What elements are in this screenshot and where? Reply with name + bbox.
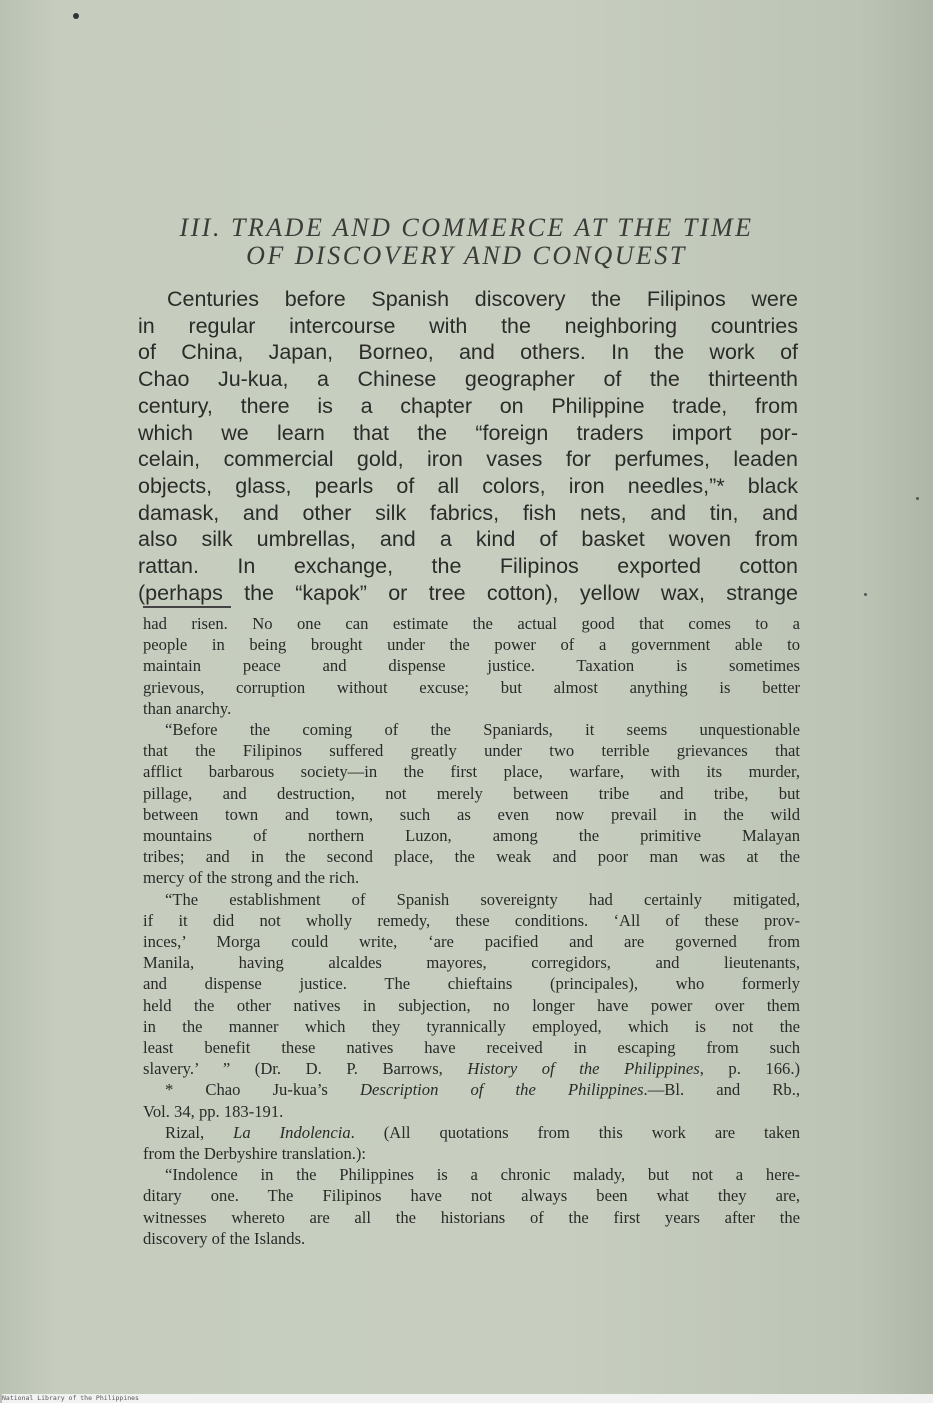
note-line: mountains of northern Luzon, among the primitive Malayan bbox=[143, 826, 800, 846]
note-line: between town and town, such as even now prevail in the wild bbox=[143, 804, 800, 824]
main-line: (perhaps the “kapok” or tree cotton), yellow wax, strange bbox=[138, 580, 798, 605]
note-line: Manila, having alcaldes mayores, corregidors, and lieutenants, bbox=[143, 953, 800, 973]
library-footer: National Library of the Philippines bbox=[2, 1394, 933, 1403]
note-line: afflict barbarous society—in the first place, warfare, with its murder, bbox=[143, 762, 800, 782]
chapter-heading-line-1: III. TRADE AND COMMERCE AT THE TIME bbox=[179, 213, 754, 242]
citation-title: History of the Philippines bbox=[467, 1059, 700, 1079]
note-line: than anarchy. bbox=[143, 698, 232, 718]
main-line: Centuries before Spanish discovery the Filipinos were bbox=[167, 287, 798, 311]
main-line: also silk umbrellas, and a kind of basket woven from bbox=[138, 527, 798, 552]
speck bbox=[864, 593, 867, 596]
main-line: rattan. In exchange, the Filipinos exported cotton bbox=[138, 554, 798, 579]
note-line: maintain peace and dispense justice. Taxation is sometimes bbox=[143, 656, 800, 676]
main-line: Chao Ju-kua, a Chinese geographer of the thirteenth bbox=[138, 367, 798, 392]
note-line: ditary one. The Filipinos have not always been what they are, bbox=[143, 1186, 800, 1206]
footnote-text: * Chao Ju-kua’s bbox=[165, 1080, 361, 1100]
note-line: held the other natives in subjection, no longer have power over them bbox=[143, 995, 800, 1015]
footnote-title: Description of the Philippines bbox=[360, 1080, 644, 1100]
footnote-ref: .—Bl. and Rb., bbox=[643, 1080, 800, 1100]
note-line: Vol. 34, pp. 183-191. bbox=[143, 1101, 284, 1121]
rizal-note bbox=[143, 1122, 800, 1143]
note-line: “The establishment of Spanish sovereignty had certainly mitigated, bbox=[165, 889, 800, 909]
rizal-text: Rizal, bbox=[165, 1122, 234, 1142]
note-line: if it did not wholly remedy, these conditions. ‘All of these prov- bbox=[143, 910, 800, 930]
note-line: in the manner which they tyrannically employed, which is not the bbox=[143, 1016, 800, 1036]
note-line: and dispense justice. The chieftains (principales), who formerly bbox=[143, 974, 800, 994]
note-line: tribes; and in the second place, the weak and poor man was at the bbox=[143, 847, 800, 867]
speck bbox=[916, 497, 919, 500]
note-line: discovery of the Islands. bbox=[143, 1228, 306, 1248]
note-line: that the Filipinos suffered greatly under two terrible grievances that bbox=[143, 741, 800, 761]
main-line: objects, glass, pearls of all colors, iron needles,”* black bbox=[138, 473, 798, 498]
main-line: of China, Japan, Borneo, and others. In the work of bbox=[138, 340, 798, 365]
main-line: damask, and other silk fabrics, fish nets, and tin, and bbox=[138, 500, 798, 525]
note-line: “Indolence in the Philippines is a chronic malady, but not a here- bbox=[165, 1165, 800, 1185]
citation-text: slavery.’ ” (Dr. D. P. Barrows, bbox=[143, 1059, 468, 1079]
note-line: grievous, corruption without excuse; but almost anything is better bbox=[143, 677, 800, 697]
main-paragraph bbox=[138, 286, 798, 606]
ink-dot bbox=[73, 13, 79, 19]
main-line: celain, commercial gold, iron vases for perfumes, leaden bbox=[138, 447, 798, 472]
note-line: “Before the coming of the Spaniards, it seems unquestionable bbox=[165, 720, 800, 740]
note-line: witnesses whereto are all the historians of the first years after the bbox=[143, 1207, 800, 1227]
footnote-star bbox=[143, 1079, 800, 1100]
rizal-ref: . (All quotations from this work are taken bbox=[350, 1122, 800, 1142]
note-line: pillage, and destruction, not merely between tribe and tribe, but bbox=[143, 783, 800, 803]
citation-line bbox=[143, 1058, 800, 1079]
note-line: from the Derbyshire translation.): bbox=[143, 1144, 367, 1164]
note-line: mercy of the strong and the rich. bbox=[143, 868, 360, 888]
footnotes bbox=[143, 613, 800, 1249]
rizal-title: La Indolencia bbox=[233, 1122, 351, 1142]
main-line: which we learn that the “foreign traders import por- bbox=[138, 420, 798, 445]
note-line: inces,’ Morga could write, ‘are pacified and are governed from bbox=[143, 932, 800, 952]
note-line: least benefit these natives have received in escaping from such bbox=[143, 1038, 800, 1058]
chapter-heading bbox=[120, 214, 813, 270]
main-line: in regular intercourse with the neighboring countries bbox=[138, 313, 798, 338]
citation-page: , p. 166.) bbox=[699, 1059, 800, 1079]
footnote-divider bbox=[143, 606, 231, 608]
chapter-heading-line-2: OF DISCOVERY AND CONQUEST bbox=[246, 241, 687, 270]
main-line: century, there is a chapter on Philippine trade, from bbox=[138, 393, 798, 418]
note-line: people in being brought under the power of a government able to bbox=[143, 635, 800, 655]
note-line: had risen. No one can estimate the actual good that comes to a bbox=[143, 614, 800, 633]
